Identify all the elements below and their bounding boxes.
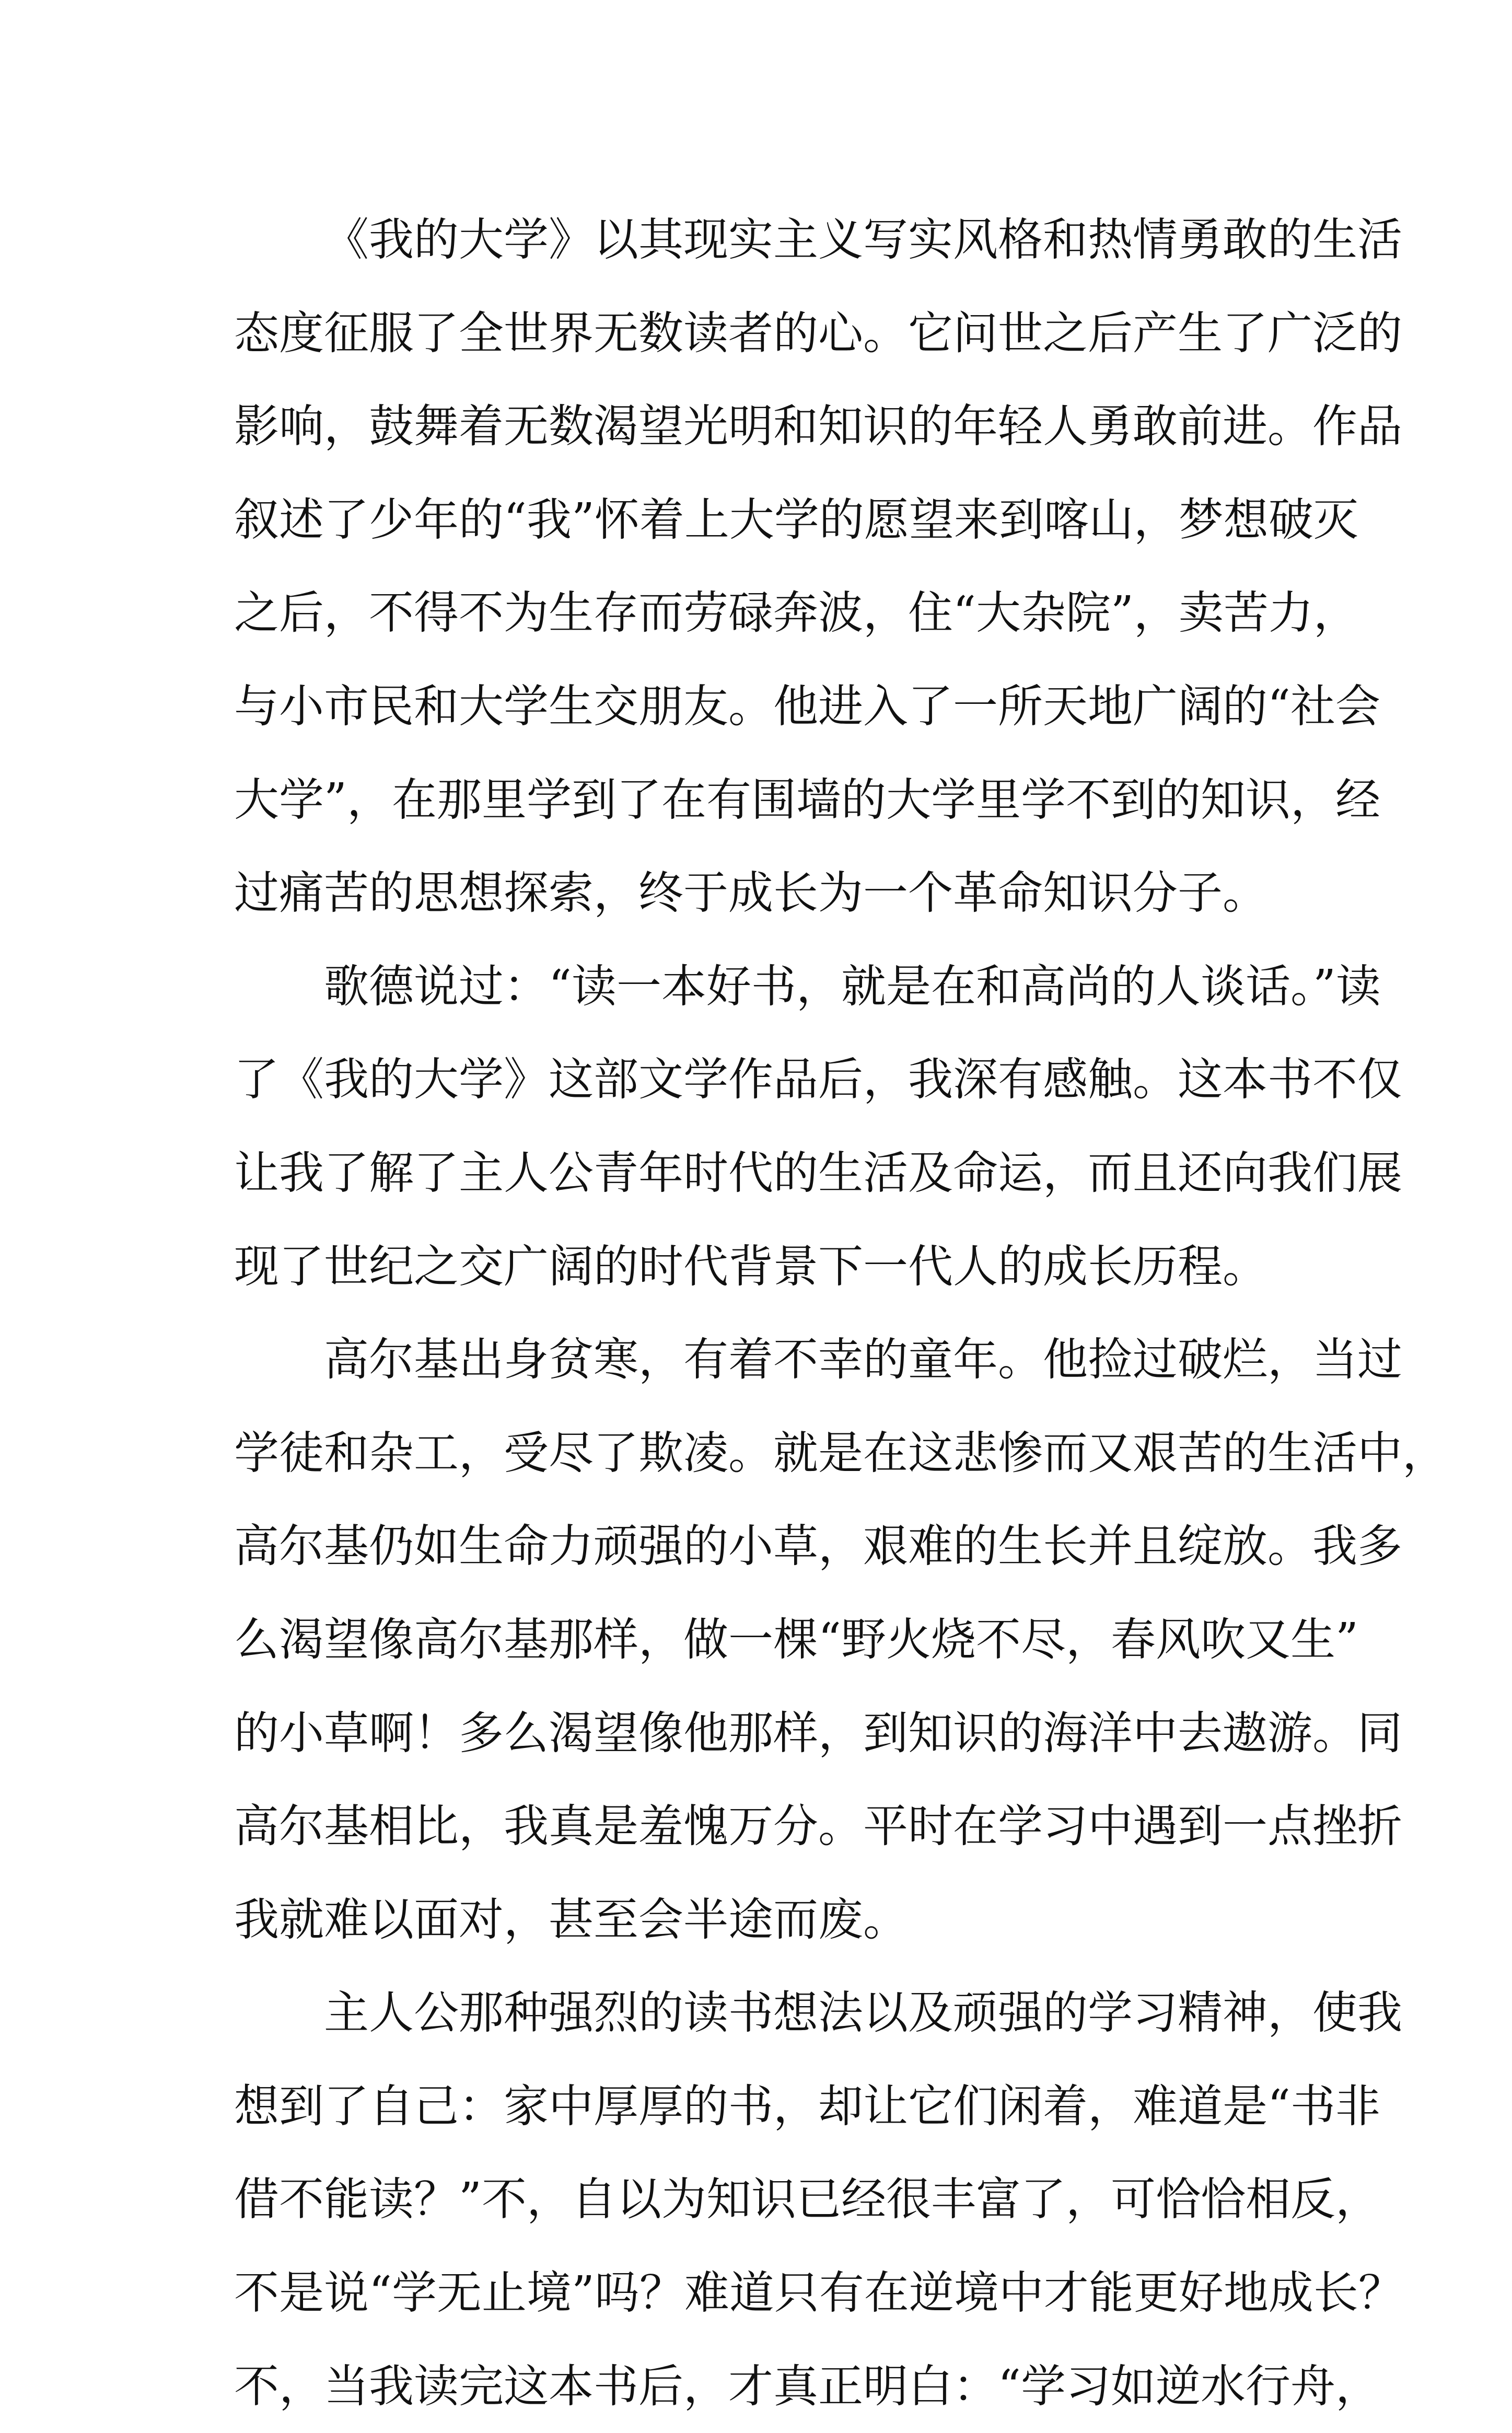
text-line: 叙述了少年的“我”怀着上大学的愿望来到喀山，梦想破灭 xyxy=(234,493,1358,546)
text-line: 现了世纪之交广阔的时代背景下一代人的成长历程。 xyxy=(234,1240,1267,1293)
text-line: 高尔基仍如生命力顽强的小草，艰难的生长并且绽放。我多 xyxy=(234,1520,1402,1573)
text-line: 的小草啊！多么渴望像他那样，到知识的海洋中去遨游。同 xyxy=(234,1707,1402,1759)
text-line: 主人公那种强烈的读书想法以及顽强的学习精神，使我 xyxy=(324,1987,1402,2040)
text-line: 高尔基相比，我真是羞愧万分。平时在学习中遇到一点挫折 xyxy=(234,1800,1402,1853)
text-line: 之后，不得不为生存而劳碌奔波，住“大杂院”，卖苦力， xyxy=(234,587,1358,640)
text-line: 与小市民和大学生交朋友。他进入了一所天地广阔的“社会 xyxy=(234,680,1380,733)
text-line: 学徒和杂工，受尽了欺凌。就是在这悲惨而又艰苦的生活中， xyxy=(234,1427,1447,1479)
text-line: 大学”，在那里学到了在有围墙的大学里学不到的知识，经 xyxy=(234,773,1380,826)
text-line: 高尔基出身贫寒，有着不幸的童年。他捡过破烂，当过 xyxy=(324,1334,1402,1386)
text-line: 让我了解了主人公青年时代的生活及命运，而且还向我们展 xyxy=(234,1146,1402,1199)
body-text xyxy=(234,193,1447,2433)
text-line: 态度征服了全世界无数读者的心。它问世之后产生了广泛的 xyxy=(234,307,1402,360)
text-line: 过痛苦的思想探索，终于成长为一个革命知识分子。 xyxy=(234,867,1267,920)
text-line: 不是说“学无止境”吗？难道只有在逆境中才能更好地成长？ xyxy=(234,2267,1403,2320)
text-line: 想到了自己：家中厚厚的书，却让它们闲着，难道是“书非 xyxy=(234,2080,1380,2133)
text-line: 了《我的大学》这部文学作品后，我深有感触。这本书不仅 xyxy=(234,1053,1402,1106)
text-line: 歌德说过：“读一本好书，就是在和高尚的人谈话。”读 xyxy=(324,960,1381,1013)
text-line: 影响，鼓舞着无数渴望光明和知识的年轻人勇敢前进。作品 xyxy=(234,400,1402,453)
text-line: 《我的大学》以其现实主义写实风格和热情勇敢的生活 xyxy=(324,214,1402,266)
text-line: 么渴望像高尔基那样，做一棵“野火烧不尽，春风吹又生” xyxy=(234,1613,1358,1666)
text-line: 我就难以面对，甚至会半途而废。 xyxy=(234,1893,908,1946)
text-line: 不，当我读完这本书后，才真正明白：“学习如逆水行舟， xyxy=(234,2360,1380,2413)
text-line: 借不能读？”不，自以为知识已经很丰富了，可恰恰相反， xyxy=(234,2173,1380,2226)
